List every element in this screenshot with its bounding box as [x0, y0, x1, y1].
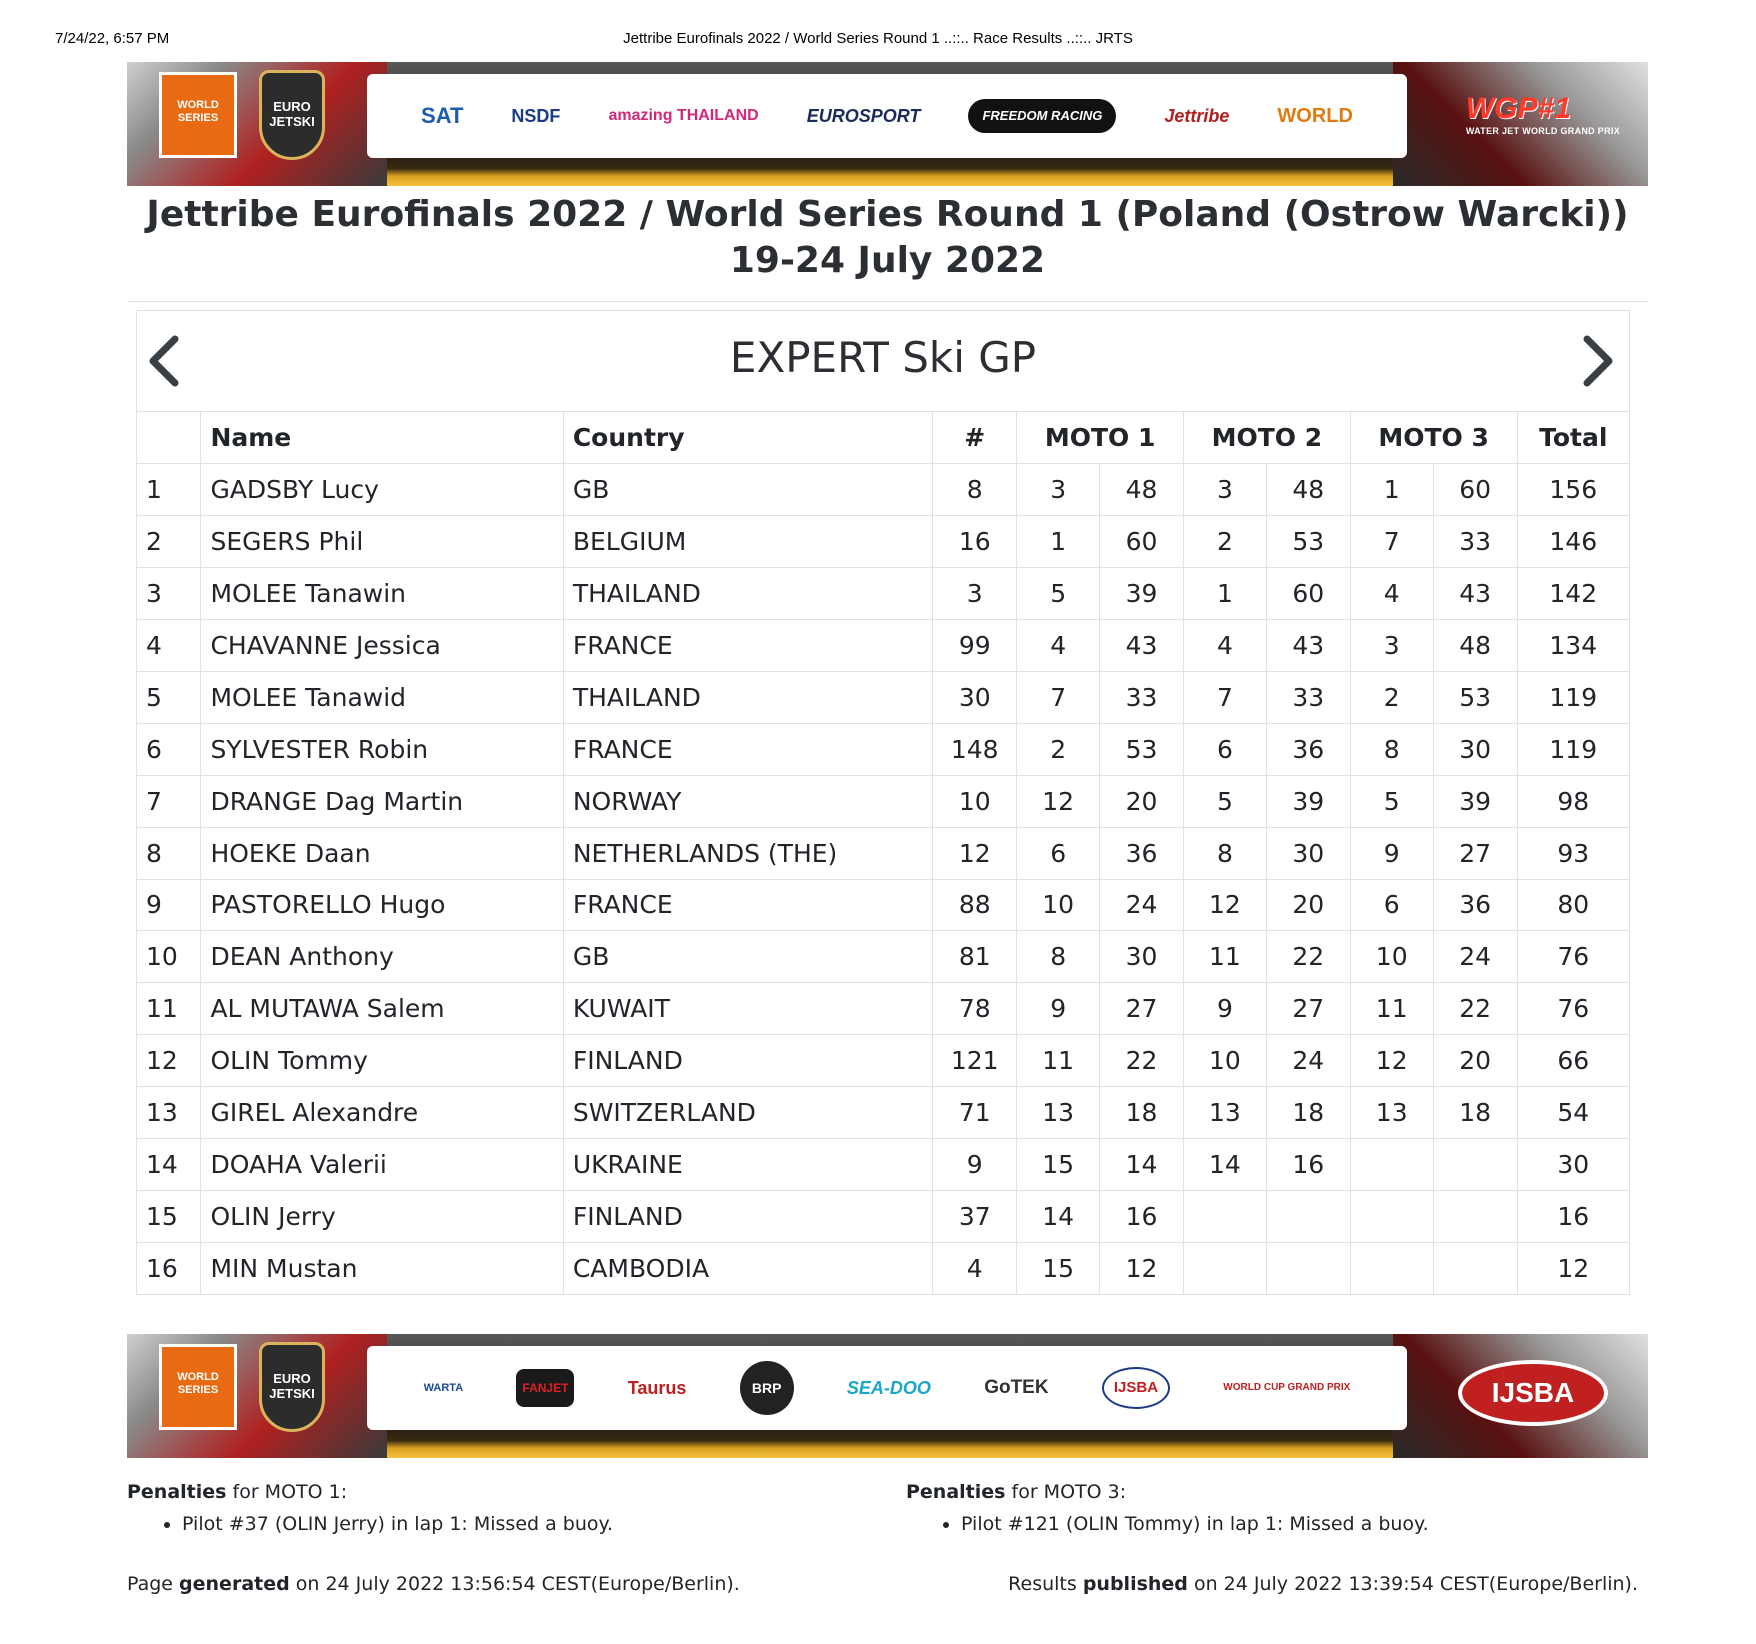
cell-number: 8	[933, 464, 1017, 516]
cell-moto1-points: 53	[1100, 723, 1184, 775]
penalties-moto1	[127, 1481, 613, 1536]
cell-position: 7	[137, 775, 201, 827]
cell-total: 98	[1517, 775, 1629, 827]
sponsor-logo-world-cup: WORLD CUP GRAND PRIX	[1223, 1382, 1351, 1393]
cell-name: AL MUTAWA Salem	[201, 983, 563, 1035]
sponsor-logo-jettribe: Jettribe	[1164, 106, 1230, 126]
cell-number: 71	[933, 1087, 1017, 1139]
print-document-title: Jettribe Eurofinals 2022 / World Series Round 1 ..::.. Race Results ..::.. JRTS	[623, 30, 1133, 47]
cell-number: 88	[933, 879, 1017, 931]
sponsor-logo-nsdf: NSDF	[511, 106, 561, 126]
cell-position: 6	[137, 723, 201, 775]
cell-moto1-points: 39	[1100, 568, 1184, 620]
print-header	[0, 30, 1756, 52]
cell-country: FRANCE	[563, 620, 932, 672]
cell-country: CAMBODIA	[563, 1242, 932, 1294]
cell-total: 66	[1517, 1035, 1629, 1087]
col-header-country: Country	[563, 412, 932, 464]
sponsor-logo-fanjet: FANJET	[516, 1369, 574, 1407]
table-row	[137, 671, 1629, 723]
cell-moto3-place: 7	[1350, 516, 1433, 568]
cell-moto3-place	[1350, 1138, 1433, 1190]
event-title	[127, 192, 1648, 284]
cell-moto2-points: 16	[1266, 1138, 1350, 1190]
wgp-logo-text: WGP#1	[1465, 92, 1571, 125]
cell-number: 99	[933, 620, 1017, 672]
cell-number: 9	[933, 1138, 1017, 1190]
cell-country: FRANCE	[563, 879, 932, 931]
results-published-note: Results published on 24 July 2022 13:39:54 CEST(Europe/Berlin).	[1008, 1573, 1638, 1595]
cell-country: UKRAINE	[563, 1138, 932, 1190]
cell-moto3-points: 18	[1433, 1087, 1517, 1139]
next-class-button[interactable]	[1579, 333, 1619, 389]
results-card	[136, 310, 1630, 1295]
cell-moto1-points: 16	[1100, 1190, 1184, 1242]
cell-moto2-points: 20	[1266, 879, 1350, 931]
cell-number: 10	[933, 775, 1017, 827]
cell-moto1-place: 14	[1017, 1190, 1100, 1242]
cell-total: 93	[1517, 827, 1629, 879]
cell-number: 12	[933, 827, 1017, 879]
cell-position: 2	[137, 516, 201, 568]
cell-name: MOLEE Tanawin	[201, 568, 563, 620]
cell-moto3-points: 39	[1433, 775, 1517, 827]
cell-moto1-points: 33	[1100, 671, 1184, 723]
page-generated-note: Page generated on 24 July 2022 13:56:54 CEST(Europe/Berlin).	[127, 1573, 740, 1595]
cell-country: KUWAIT	[563, 983, 932, 1035]
sponsor-logo-eurosport: EUROSPORT	[806, 106, 921, 126]
cell-moto1-points: 12	[1100, 1242, 1184, 1294]
cell-name: SEGERS Phil	[201, 516, 563, 568]
world-series-logo: WORLD SERIES	[159, 72, 237, 158]
cell-moto2-points: 24	[1266, 1035, 1350, 1087]
wgp-logo-subtitle: WATER JET WORLD GRAND PRIX	[1465, 126, 1620, 136]
cell-moto3-place	[1350, 1242, 1433, 1294]
table-row	[137, 464, 1629, 516]
cell-moto1-points: 18	[1100, 1087, 1184, 1139]
cell-moto2-points: 33	[1266, 671, 1350, 723]
cell-moto2-place: 14	[1183, 1138, 1266, 1190]
col-header-moto3: MOTO 3	[1350, 412, 1517, 464]
cell-name: MOLEE Tanawid	[201, 671, 563, 723]
sponsor-logo-thailand: amazing THAILAND	[608, 107, 759, 124]
table-row	[137, 516, 1629, 568]
table-header-row	[137, 412, 1629, 464]
cell-moto3-points: 48	[1433, 620, 1517, 672]
cell-moto3-place: 10	[1350, 931, 1433, 983]
cell-country: BELGIUM	[563, 516, 932, 568]
cell-number: 37	[933, 1190, 1017, 1242]
cell-moto3-points: 27	[1433, 827, 1517, 879]
cell-moto2-points	[1266, 1190, 1350, 1242]
cell-moto1-place: 4	[1017, 620, 1100, 672]
cell-position: 3	[137, 568, 201, 620]
cell-name: OLIN Jerry	[201, 1190, 563, 1242]
cell-moto1-points: 20	[1100, 775, 1184, 827]
penalty-item: • Pilot #37 (OLIN Jerry) in lap 1: Missed a buoy.	[182, 1512, 613, 1536]
cell-moto3-points: 22	[1433, 983, 1517, 1035]
cell-moto2-points: 39	[1266, 775, 1350, 827]
cell-moto1-points: 14	[1100, 1138, 1184, 1190]
sponsor-logo-sat: SAT	[421, 103, 464, 128]
cell-moto2-points: 36	[1266, 723, 1350, 775]
cell-position: 15	[137, 1190, 201, 1242]
cell-number: 30	[933, 671, 1017, 723]
cell-moto3-place: 8	[1350, 723, 1433, 775]
cell-total: 119	[1517, 723, 1629, 775]
cell-moto3-place: 4	[1350, 568, 1433, 620]
cell-country: GB	[563, 931, 932, 983]
cell-moto3-place: 1	[1350, 464, 1433, 516]
cell-moto3-place: 9	[1350, 827, 1433, 879]
cell-moto2-points: 48	[1266, 464, 1350, 516]
cell-moto1-place: 12	[1017, 775, 1100, 827]
cell-moto2-place: 2	[1183, 516, 1266, 568]
cell-moto3-place: 11	[1350, 983, 1433, 1035]
title-divider	[127, 301, 1648, 302]
cell-moto3-place	[1350, 1190, 1433, 1242]
cell-moto1-points: 30	[1100, 931, 1184, 983]
cell-number: 16	[933, 516, 1017, 568]
cell-moto2-place	[1183, 1190, 1266, 1242]
cell-name: DOAHA Valerii	[201, 1138, 563, 1190]
cell-moto1-points: 36	[1100, 827, 1184, 879]
cell-country: GB	[563, 464, 932, 516]
cell-position: 16	[137, 1242, 201, 1294]
cell-moto3-place: 5	[1350, 775, 1433, 827]
table-row	[137, 620, 1629, 672]
wgp-logo	[1466, 92, 1620, 136]
cell-name: DRANGE Dag Martin	[201, 775, 563, 827]
cell-total: 119	[1517, 671, 1629, 723]
table-row	[137, 1035, 1629, 1087]
cell-name: CHAVANNE Jessica	[201, 620, 563, 672]
sponsor-logo-freedom-racing: FREEDOM RACING	[968, 99, 1116, 133]
cell-total: 54	[1517, 1087, 1629, 1139]
cell-position: 13	[137, 1087, 201, 1139]
cell-total: 30	[1517, 1138, 1629, 1190]
cell-moto3-points: 20	[1433, 1035, 1517, 1087]
table-row	[137, 1190, 1629, 1242]
cell-moto3-points: 30	[1433, 723, 1517, 775]
euro-jetski-shield-logo: EURO JETSKI	[259, 70, 325, 160]
cell-moto1-points: 27	[1100, 983, 1184, 1035]
cell-position: 5	[137, 671, 201, 723]
cell-country: NETHERLANDS (THE)	[563, 827, 932, 879]
cell-position: 12	[137, 1035, 201, 1087]
event-name: Jettribe Eurofinals 2022 / World Series Round 1 (Poland (Ostrow Warcki))	[146, 194, 1629, 235]
sponsor-logo-gotek: GoTEK	[984, 1377, 1049, 1398]
cell-moto3-points	[1433, 1138, 1517, 1190]
cell-number: 4	[933, 1242, 1017, 1294]
cell-moto1-place: 7	[1017, 671, 1100, 723]
sponsor-logo-brp: BRP	[740, 1361, 794, 1415]
penalties-list	[906, 1512, 1429, 1536]
cell-moto2-points: 53	[1266, 516, 1350, 568]
cell-total: 16	[1517, 1190, 1629, 1242]
cell-moto3-points	[1433, 1242, 1517, 1294]
col-header-moto2: MOTO 2	[1183, 412, 1350, 464]
cell-moto1-points: 60	[1100, 516, 1184, 568]
cell-moto3-place: 12	[1350, 1035, 1433, 1087]
penalties-moto3	[906, 1481, 1429, 1536]
cell-moto1-place: 13	[1017, 1087, 1100, 1139]
cell-moto2-place: 7	[1183, 671, 1266, 723]
cell-moto1-place: 6	[1017, 827, 1100, 879]
cell-moto2-place: 4	[1183, 620, 1266, 672]
cell-moto2-place: 5	[1183, 775, 1266, 827]
cell-moto2-place: 9	[1183, 983, 1266, 1035]
cell-total: 142	[1517, 568, 1629, 620]
cell-position: 11	[137, 983, 201, 1035]
sponsor-logo-seadoo: SEA-DOO	[846, 1378, 931, 1398]
cell-moto1-place: 1	[1017, 516, 1100, 568]
cell-moto2-place: 8	[1183, 827, 1266, 879]
cell-moto1-points: 48	[1100, 464, 1184, 516]
cell-moto2-points: 27	[1266, 983, 1350, 1035]
cell-moto2-place: 12	[1183, 879, 1266, 931]
print-datetime: 7/24/22, 6:57 PM	[55, 30, 170, 47]
cell-total: 156	[1517, 464, 1629, 516]
cell-name: GIREL Alexandre	[201, 1087, 563, 1139]
top-sponsor-banner	[127, 62, 1648, 186]
cell-moto2-place: 11	[1183, 931, 1266, 983]
cell-position: 9	[137, 879, 201, 931]
cell-moto1-place: 15	[1017, 1138, 1100, 1190]
cell-total: 76	[1517, 931, 1629, 983]
cell-moto3-points: 60	[1433, 464, 1517, 516]
cell-total: 76	[1517, 983, 1629, 1035]
col-header-position	[137, 412, 201, 464]
cell-moto2-place: 13	[1183, 1087, 1266, 1139]
cell-moto2-points: 18	[1266, 1087, 1350, 1139]
cell-total: 134	[1517, 620, 1629, 672]
cell-name: OLIN Tommy	[201, 1035, 563, 1087]
cell-moto2-points: 30	[1266, 827, 1350, 879]
cell-name: HOEKE Daan	[201, 827, 563, 879]
ijsba-logo: IJSBA	[1458, 1360, 1608, 1426]
cell-moto2-place	[1183, 1242, 1266, 1294]
cell-moto1-place: 2	[1017, 723, 1100, 775]
penalties-list	[127, 1512, 613, 1536]
cell-country: FRANCE	[563, 723, 932, 775]
cell-moto1-place: 15	[1017, 1242, 1100, 1294]
sponsor-logo-taurus: Taurus	[627, 1378, 687, 1398]
cell-position: 10	[137, 931, 201, 983]
table-row	[137, 1087, 1629, 1139]
cell-name: MIN Mustan	[201, 1242, 563, 1294]
cell-name: DEAN Anthony	[201, 931, 563, 983]
table-row	[137, 568, 1629, 620]
cell-country: FINLAND	[563, 1035, 932, 1087]
cell-country: THAILAND	[563, 568, 932, 620]
cell-moto1-place: 11	[1017, 1035, 1100, 1087]
cell-country: FINLAND	[563, 1190, 932, 1242]
cell-moto2-points: 60	[1266, 568, 1350, 620]
cell-moto1-points: 22	[1100, 1035, 1184, 1087]
cell-moto2-place: 3	[1183, 464, 1266, 516]
cell-number: 78	[933, 983, 1017, 1035]
cell-country: NORWAY	[563, 775, 932, 827]
cell-country: SWITZERLAND	[563, 1087, 932, 1139]
chevron-right-icon	[1579, 333, 1619, 389]
sponsor-strip	[367, 1346, 1407, 1430]
cell-position: 14	[137, 1138, 201, 1190]
cell-moto2-points: 22	[1266, 931, 1350, 983]
col-header-number: #	[933, 412, 1017, 464]
cell-position: 1	[137, 464, 201, 516]
col-header-total: Total	[1517, 412, 1629, 464]
results-table-body	[137, 464, 1629, 1294]
cell-moto3-points	[1433, 1190, 1517, 1242]
cell-total: 80	[1517, 879, 1629, 931]
penalties-heading: Penalties for MOTO 1:	[127, 1481, 348, 1503]
table-row	[137, 931, 1629, 983]
table-row	[137, 1242, 1629, 1294]
cell-position: 8	[137, 827, 201, 879]
cell-number: 148	[933, 723, 1017, 775]
cell-moto1-place: 8	[1017, 931, 1100, 983]
cell-total: 146	[1517, 516, 1629, 568]
cell-country: THAILAND	[563, 671, 932, 723]
cell-moto2-place: 6	[1183, 723, 1266, 775]
cell-moto1-place: 3	[1017, 464, 1100, 516]
table-row	[137, 827, 1629, 879]
cell-moto3-points: 24	[1433, 931, 1517, 983]
event-dates: 19-24 July 2022	[729, 240, 1046, 281]
cell-moto3-points: 36	[1433, 879, 1517, 931]
cell-number: 121	[933, 1035, 1017, 1087]
cell-moto3-place: 2	[1350, 671, 1433, 723]
table-row	[137, 983, 1629, 1035]
cell-moto2-place: 10	[1183, 1035, 1266, 1087]
cell-moto3-place: 13	[1350, 1087, 1433, 1139]
cell-moto3-points: 33	[1433, 516, 1517, 568]
table-row	[137, 723, 1629, 775]
cell-moto1-place: 9	[1017, 983, 1100, 1035]
sponsor-strip	[367, 74, 1407, 158]
table-row	[137, 1138, 1629, 1190]
sponsor-logo-warta: WARTA	[423, 1382, 464, 1394]
bottom-sponsor-banner	[127, 1334, 1648, 1458]
cell-moto2-points	[1266, 1242, 1350, 1294]
results-table	[137, 412, 1629, 1294]
cell-name: PASTORELLO Hugo	[201, 879, 563, 931]
cell-moto1-place: 5	[1017, 568, 1100, 620]
euro-jetski-shield-logo: EURO JETSKI	[259, 1342, 325, 1432]
table-row	[137, 879, 1629, 931]
cell-total: 12	[1517, 1242, 1629, 1294]
cell-moto2-place: 1	[1183, 568, 1266, 620]
cell-moto2-points: 43	[1266, 620, 1350, 672]
sponsor-logo-world: WORLD	[1277, 105, 1353, 127]
col-header-name: Name	[201, 412, 563, 464]
world-series-logo: WORLD SERIES	[159, 1344, 237, 1430]
cell-moto3-place: 6	[1350, 879, 1433, 931]
penalties-heading: Penalties for MOTO 3:	[906, 1481, 1127, 1503]
col-header-moto1: MOTO 1	[1017, 412, 1184, 464]
cell-moto1-place: 10	[1017, 879, 1100, 931]
cell-name: GADSBY Lucy	[201, 464, 563, 516]
race-class-title: EXPERT Ski GP	[729, 333, 1037, 382]
cell-position: 4	[137, 620, 201, 672]
results-card-header	[137, 311, 1629, 412]
cell-moto3-points: 53	[1433, 671, 1517, 723]
penalty-item: • Pilot #121 (OLIN Tommy) in lap 1: Missed a buoy.	[961, 1512, 1429, 1536]
cell-name: SYLVESTER Robin	[201, 723, 563, 775]
table-row	[137, 775, 1629, 827]
cell-number: 81	[933, 931, 1017, 983]
cell-moto3-place: 3	[1350, 620, 1433, 672]
cell-moto1-points: 43	[1100, 620, 1184, 672]
sponsor-logo-ijsba: IJSBA	[1102, 1367, 1170, 1409]
cell-moto1-points: 24	[1100, 879, 1184, 931]
cell-moto3-points: 43	[1433, 568, 1517, 620]
cell-number: 3	[933, 568, 1017, 620]
